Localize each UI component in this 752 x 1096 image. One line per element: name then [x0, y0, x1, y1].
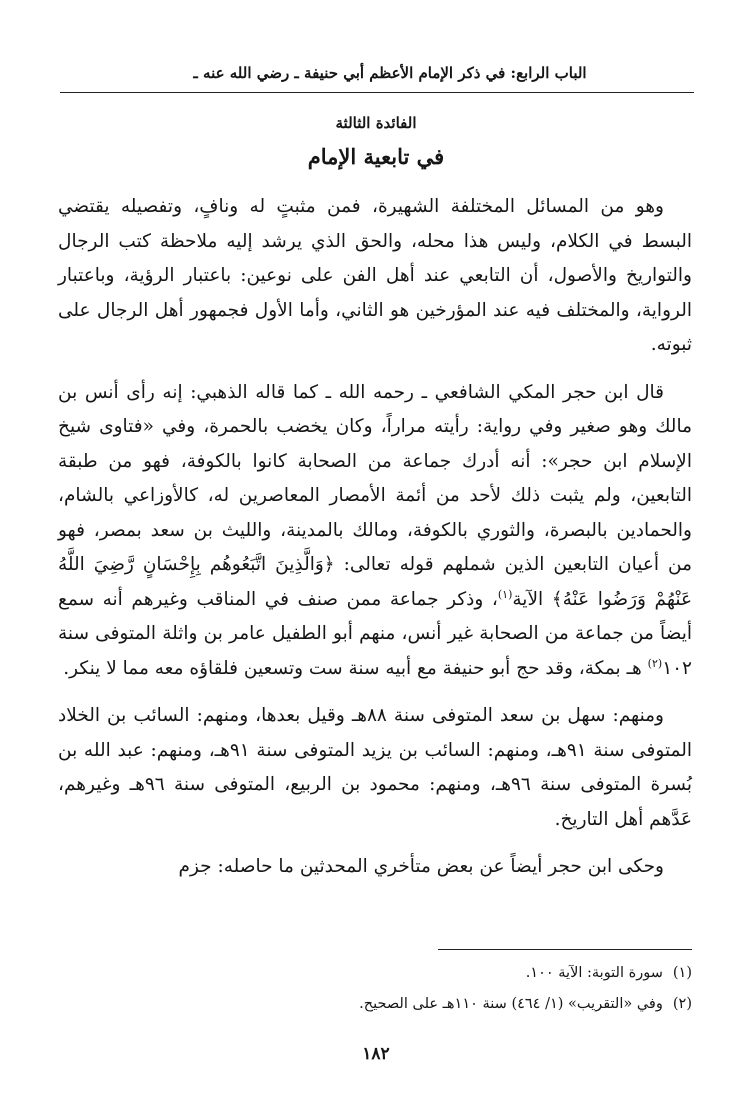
header-divider — [60, 92, 694, 93]
running-header: الباب الرابع: في ذكر الإمام الأعظم أبي حنيفة ـ رضي الله عنه ـ — [193, 64, 587, 82]
footnotes — [58, 958, 692, 1020]
footnote-1 — [58, 958, 692, 989]
paragraph-1: وهو من المسائل المختلفة الشهيرة، فمن مثبتٍ له ونافٍ، وتفصيله يقتضي البسط في الكلام، وليس هذا محله، والحق الذي يرشد إليه ملاحظة كتب الرجال والتواريخ والأصول، أن التابعي عند أهل الفن على نوعين: باعتبار الرؤية، وباعتبار الرواية، والمختلف فيه عند المؤرخين هو الثاني، وأما الأول فجمهور أهل الرجال على ثبوته. — [58, 196, 692, 355]
footnote-text: وفي «التقريب» (١/ ٤٦٤) سنة ١١٠هـ على الصحيح. — [359, 996, 663, 1012]
footnote-divider — [438, 949, 692, 950]
footnote-number: (١) — [672, 965, 692, 981]
footnote-mark-2[interactable]: (٢) — [647, 656, 663, 670]
paragraph-4: وحكى ابن حجر أيضاً عن بعض متأخري المحدثين ما حاصله: جزم — [178, 856, 664, 877]
section-title: في تابعية الإمام — [307, 144, 445, 169]
paragraph-2-intro: قال ابن حجر المكي الشافعي ـ رحمه الله ـ كما قاله الذهبي: إنه رأى أنس بن مالك وهو صغير وفي رواية: رأيته مراراً، وكان يخضب بالحمرة، وفي «فتاوى شيخ الإسلام ابن حجر»: أنه أدرك جماعة من الصحابة كانوا بالكوفة، فهو من طبقة التابعين، ولم يثبت ذلك لأحد من أئمة الأمصار المعاصرين له، كالأوزاعي بالشام، والحمادين بالبصرة، والثوري بالكوفة، ومالك بالمدينة، والليث بن سعد بمصر، فهو من أعيان التابعين الذين شملهم قوله تعالى: — [58, 381, 692, 575]
paragraph-2 — [58, 376, 692, 687]
footnote-text: سورة التوبة: الآية ١٠٠. — [525, 965, 663, 981]
footnote-mark-1[interactable]: (١) — [497, 587, 513, 601]
section-label: الفائدة الثالثة — [335, 114, 417, 132]
body-text — [58, 190, 692, 885]
verse-suffix: الآية — [512, 588, 544, 610]
paragraph-2-end: هـ بمكة، وقد حج أبو حنيفة مع أبيه سنة ست وتسعين فلقاؤه معه مما لا ينكر. — [63, 657, 642, 679]
footnote-number: (٢) — [672, 996, 692, 1012]
paragraph-3: ومنهم: سهل بن سعد المتوفى سنة ٨٨هـ وقيل بعدها، ومنهم: السائب بن الخلاد المتوفى سنة ٩١هـ، ومنهم: السائب بن يزيد المتوفى سنة ٩١هـ، ومنهم: عبد الله بن بُسرة المتوفى سنة ٩٦هـ، ومنهم: محمود بن الربيع، المتوفى سنة ٩٦هـ وغيرهم، عَدَّهم أهل التاريخ. — [58, 705, 693, 830]
footnote-2 — [58, 989, 692, 1020]
paragraph-2-middle: ، وذكر جماعة ممن صنف في المناقب وغيرهم أنه سمع أيضاً من جماعة من الصحابة غير أنس، منهم أبو الطفيل عامر بن واثلة المتوفى سنة — [58, 588, 692, 644]
quran-verse: ﴿وَالَّذِينَ اتَّبَعُوهُم بِإِحْسَانٍ رَّضِيَ اللَّهُ عَنْهُمْ وَرَضُوا عَنْهُ﴾ — [58, 554, 692, 610]
death-year: ١٠٢ — [662, 657, 692, 679]
page-number: ١٨٢ — [362, 1044, 390, 1064]
